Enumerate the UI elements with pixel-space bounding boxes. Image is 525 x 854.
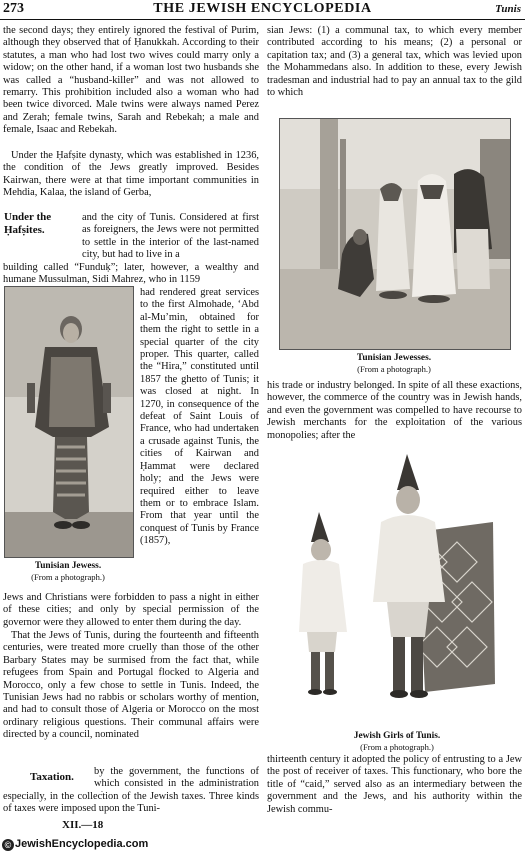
caption-tunisian-jewess — [4, 561, 132, 582]
page-header — [0, 0, 525, 19]
caption-source: (From a photograph.) — [357, 363, 431, 374]
caption-jewish-girls-of-tunis — [297, 731, 497, 752]
section-name: Tunis — [495, 3, 521, 15]
watermark-link[interactable] — [2, 838, 148, 851]
photo-tunisian-jewess-image — [5, 287, 133, 557]
photo-tunisian-jewesses-image — [280, 119, 510, 349]
right-paragraph-3: thirteenth century it adopted the policy of entrusting to a Jew the post of receiver of taxes. This functionary, who bore the title of “caid,” served also as an intermediary between the government and the Jews, and his authority within the Jewish commu- — [267, 754, 522, 815]
sidenote-taxation: Taxation. — [30, 771, 74, 783]
left-paragraph-2e: Jews and Christians were forbidden to pass a night in either of these cities; and only by special permission of the governor were they allowed to enter them during the day. — [3, 592, 259, 628]
photo-jewish-girls-of-tunis-image — [297, 452, 497, 727]
header-rule — [0, 19, 525, 20]
right-paragraph-1: sian Jews: (1) a communal tax, to which every member contributed according to his means; (2) a personal or capitation tax; and (3) a general tax, which was levied upon the Mohammedans also. In addition to these, every Jewish tradesman and industrial had to pay an annual tax to the gild to which — [267, 25, 522, 99]
left-paragraph-2b: and the city of Tunis. Considered at first as foreigners, the Jews were not permitted to settle in the interior of the last-named city, but had to live in a — [82, 212, 259, 261]
left-paragraph-3c: especially, in the collection of the Jewish taxes. Three kinds of taxes were imposed upon the Tuni- — [3, 791, 259, 815]
caption-source: (From a photograph.) — [31, 571, 105, 582]
left-paragraph-2a: Under the Ḥafṣite dynasty, which was established in 1236, the condition of the Jews greatly improved. Besides Kairwan, there were at that time important communities in Mehdia, Kalaa, the island of Gerba, — [3, 150, 259, 199]
volume-signature: XII.—18 — [62, 819, 104, 831]
left-paragraph-3: That the Jews of Tunis, during the fourteenth and fifteenth centuries, were treated more cruelly than those of the other Barbary States may be surmised from the fact that, while refugees from Spain and Portugal flocked to Algeria and Morocco, only a few chose to settle in Tunis. Indeed, the Tunisian Jews had no rabbis or scholars worthy of mention, and had to consult those of Algeria or Morocco on the most ordinary religious questions. Their communal affairs were directed by a council, nominated — [3, 630, 259, 741]
left-paragraph-1: the second days; they entirely ignored the festival of Purim, although they observed that of Ḥanukkah. According to their statutes, a man who had lost two wives could marry only a widow; on the other hand, if a woman lost two husbands she was called a “husband-killer” and was not allowed to remarry. This prohibition included also a woman who had been twice divorced. Male twins were always named Perez and Zerah; female twins, Sarah and Rebekah; a male and female, Isaac and Rebekah. — [3, 25, 259, 136]
left-paragraph-2c: building called “Funduḳ”; later, however, a wealthy and humane Mussulman, Sidi Mahrez, who in 1159 — [3, 262, 259, 286]
caption-tunisian-jewesses — [279, 353, 509, 374]
copyright-icon: © — [2, 839, 14, 851]
caption-source: (From a photograph.) — [360, 741, 434, 752]
sidenote-hafsites: Under the Ḥafṣites. — [4, 211, 52, 236]
right-paragraph-2: his trade or industry belonged. In spite of all these exactions, however, the commerce of the country was in Jewish hands, and even the government was compelled to have recourse to Jewish merchants for the exploitation of the various monopolies; after the — [267, 380, 522, 441]
watermark-text: JewishEncyclopedia.com — [15, 838, 149, 850]
photo-tunisian-jewesses — [279, 118, 511, 350]
caption-title: Tunisian Jewesses. — [356, 353, 432, 363]
running-title: THE JEWISH ENCYCLOPEDIA — [153, 1, 372, 16]
photo-jewish-girls-of-tunis — [297, 452, 497, 727]
page-footer — [0, 836, 525, 852]
left-paragraph-3b: by the government, the functions of which consisted in the administration — [94, 766, 259, 790]
photo-tunisian-jewess — [4, 286, 134, 558]
page-number: 273 — [3, 1, 24, 16]
caption-title: Jewish Girls of Tunis. — [353, 731, 441, 741]
caption-title: Tunisian Jewess. — [34, 561, 102, 571]
left-paragraph-2d: had rendered great services to the first Almohade, ‘Abd al-Mu’min, obtained for them the right to settle in a special quarter of the city proper. This quarter, called the “Hira,” constituted until 1857 the ghetto of Tunis; it was closed at night. In 1270, in consequence of the defeat of Saint Louis of France, who had undertaken a crusade against Tunis, the cities of Kairwan and Ḥammat were declared holy; and the Jews were required either to leave them or to embrace Islam. From that year until the conquest of Tunis by France (1857), — [140, 287, 259, 547]
